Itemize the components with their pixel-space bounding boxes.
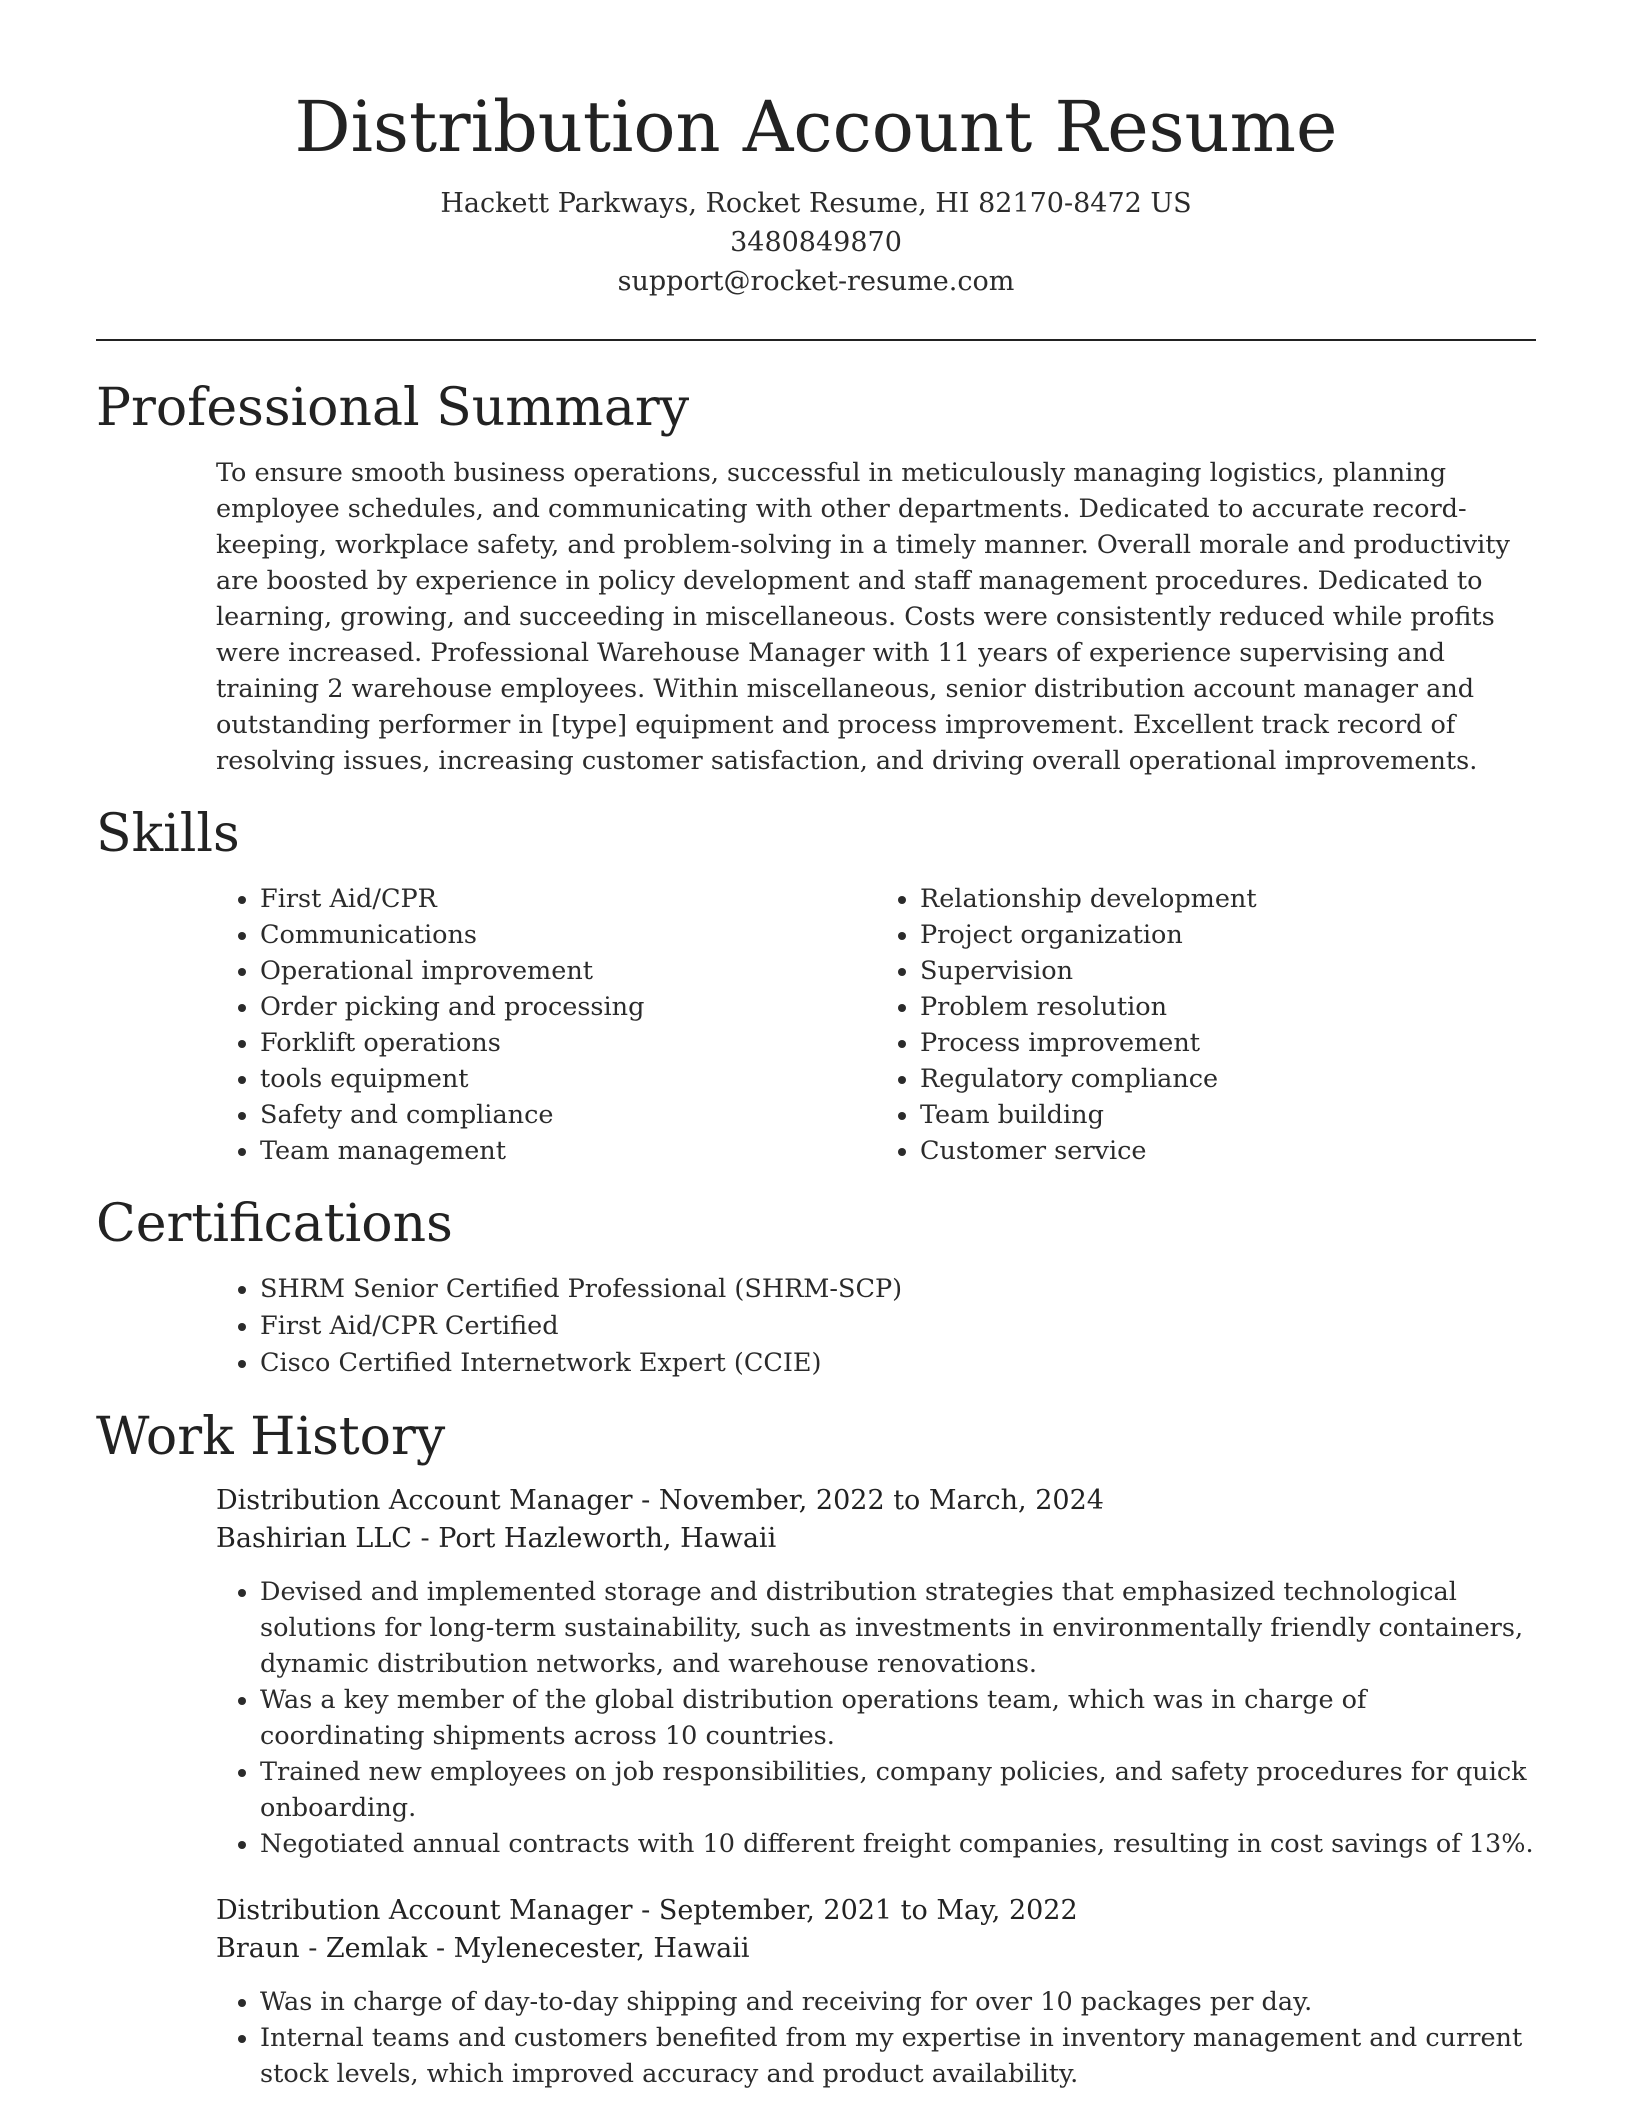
summary-text: To ensure smooth business operations, successful in meticulously managing logistics, planning employee schedules, and communicating with other departments. Dedicated to accurate record-keeping, workplace safety, and problem-solving in a timely manner. Overall morale and productivity are boosted by experience in policy development and staff management procedures. Dedicated to learning, growing, and succeeding in miscellaneous. Costs were consistently reduced while profits were increased. Professional Warehouse Manager with 11 years of experience supervising and training 2 warehouse employees. Within miscellaneous, senior distribution account manager and outstanding performer in [type] equipment and process improvement. Excellent track record of resolving issues, increasing customer satisfaction, and driving overall operational improvements.	[216, 458, 1510, 776]
skill-item: • First Aid/CPR	[260, 881, 876, 917]
resume-header	[96, 0, 1536, 301]
certification-item: • Cisco Certified Internetwork Expert (CCIE)	[260, 1345, 1536, 1382]
skill-item: • Regulatory compliance	[920, 1061, 1536, 1097]
skills-grid	[216, 881, 1536, 1169]
job-duties-list	[216, 1984, 1536, 2092]
contact-phone: 3480849870	[730, 227, 902, 258]
job-duty: • Negotiated annual contracts with 10 different freight companies, resulting in cost savings of 13%.	[260, 1826, 1536, 1862]
job-role: Distribution Account Manager	[216, 1895, 633, 1926]
job-duty: • Was a key member of the global distribution operations team, which was in charge of coordinating shipments across 10 countries.	[260, 1682, 1536, 1754]
job-duty: • Was in charge of day-to-day shipping and receiving for over 10 packages per day.	[260, 1984, 1536, 2020]
job-location: Mylenecester, Hawaii	[453, 1933, 750, 1964]
skills-column-right	[876, 881, 1536, 1169]
work-history-heading: Work History	[96, 1407, 446, 1467]
certification-item: • First Aid/CPR Certified	[260, 1308, 1536, 1345]
resume-title: Distribution Account Resume	[294, 86, 1338, 168]
skill-item: • Communications	[260, 917, 876, 953]
job-role: Distribution Account Manager	[216, 1485, 633, 1516]
job-location: Port Hazleworth, Hawaii	[438, 1523, 777, 1554]
job-duty: • Internal teams and customers benefited from my expertise in inventory management and current stock levels, which improved accuracy and product availability.	[260, 2020, 1536, 2092]
skills-heading: Skills	[96, 804, 240, 864]
header-divider	[96, 339, 1536, 341]
resume-page	[96, 0, 1536, 2092]
skill-item: • Operational improvement	[260, 953, 876, 989]
skill-item: • Team building	[920, 1097, 1536, 1133]
skill-item: • Supervision	[920, 953, 1536, 989]
skill-item: • Forklift operations	[260, 1025, 876, 1061]
skill-item: • tools equipment	[260, 1061, 876, 1097]
job-company-line: Bashirian LLC - Port Hazleworth, Hawaii	[216, 1523, 777, 1554]
job-entry	[216, 1892, 1536, 2092]
certifications-heading: Certifications	[96, 1194, 453, 1254]
skill-item: • Process improvement	[920, 1025, 1536, 1061]
skill-item: • Order picking and processing	[260, 989, 876, 1025]
skill-item: • Relationship development	[920, 881, 1536, 917]
skill-item: • Safety and compliance	[260, 1097, 876, 1133]
job-company-line: Braun - Zemlak - Mylenecester, Hawaii	[216, 1933, 750, 1964]
job-title-line: Distribution Account Manager - September, 2021 to May, 2022	[216, 1895, 1078, 1926]
job-entry	[216, 1482, 1536, 1862]
job-title-line: Distribution Account Manager - November, 2022 to March, 2024	[216, 1485, 1104, 1516]
job-company: Braun - Zemlak	[216, 1933, 428, 1964]
job-duty: • Devised and implemented storage and distribution strategies that emphasized technological solutions for long-term sustainability, such as investments in environmentally friendly containers, dynamic distribution networks, and warehouse renovations.	[260, 1574, 1536, 1682]
contact-address: Hackett Parkways, Rocket Resume, HI 82170-8472 US	[440, 188, 1192, 219]
contact-block	[96, 184, 1536, 301]
certifications-list	[216, 1271, 1536, 1382]
skill-item: • Team management	[260, 1133, 876, 1169]
contact-email: support@rocket-resume.com	[617, 266, 1015, 297]
certification-item: • SHRM Senior Certified Professional (SHRM-SCP)	[260, 1271, 1536, 1308]
job-duties-list	[216, 1574, 1536, 1862]
job-dates: September, 2021 to May, 2022	[658, 1895, 1078, 1926]
skill-item: • Project organization	[920, 917, 1536, 953]
job-company: Bashirian LLC	[216, 1523, 412, 1554]
skill-item: • Problem resolution	[920, 989, 1536, 1025]
skills-column-left	[216, 881, 876, 1169]
job-duty: • Trained new employees on job responsibilities, company policies, and safety procedures for quick onboarding.	[260, 1754, 1536, 1826]
skill-item: • Customer service	[920, 1133, 1536, 1169]
summary-heading: Professional Summary	[96, 378, 690, 438]
job-dates: November, 2022 to March, 2024	[658, 1485, 1104, 1516]
